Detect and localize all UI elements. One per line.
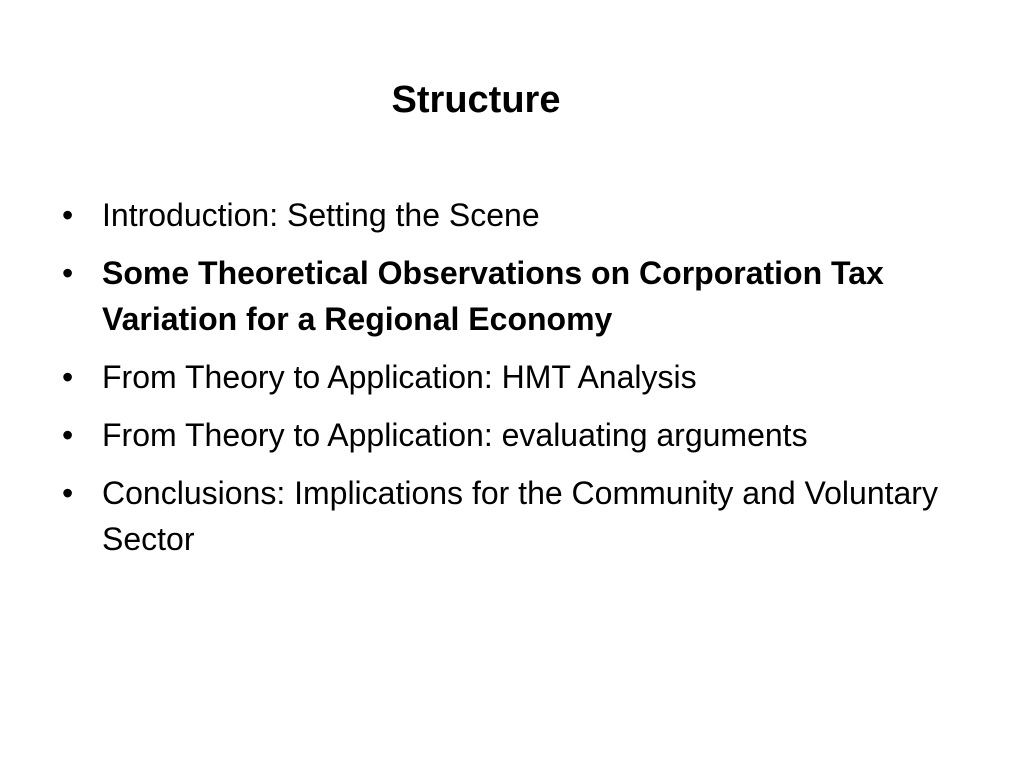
bullet-marker: • [62,475,74,511]
bullet-item-theoretical-observations [60,250,940,342]
bullet-list [60,192,940,574]
bullet-marker: • [62,417,74,453]
bullet-item-hmt-analysis [60,354,940,400]
bullet-marker: • [62,255,74,291]
bullet-item-evaluating-arguments [60,412,940,458]
bullet-item-conclusions [60,470,940,562]
bullet-text: From Theory to Application: evaluating arguments [102,417,808,453]
slide-title: Structure [391,79,561,121]
bullet-marker: • [62,197,74,233]
bullet-text: Introduction: Setting the Scene [102,197,540,233]
bullet-text: Some Theoretical Observations on Corporation Tax Variation for a Regional Economy [102,255,884,337]
bullet-marker: • [62,359,74,395]
bullet-text: Conclusions: Implications for the Community and Voluntary Sector [102,475,938,557]
bullet-item-introduction [60,192,940,238]
bullet-text: From Theory to Application: HMT Analysis [102,359,697,395]
